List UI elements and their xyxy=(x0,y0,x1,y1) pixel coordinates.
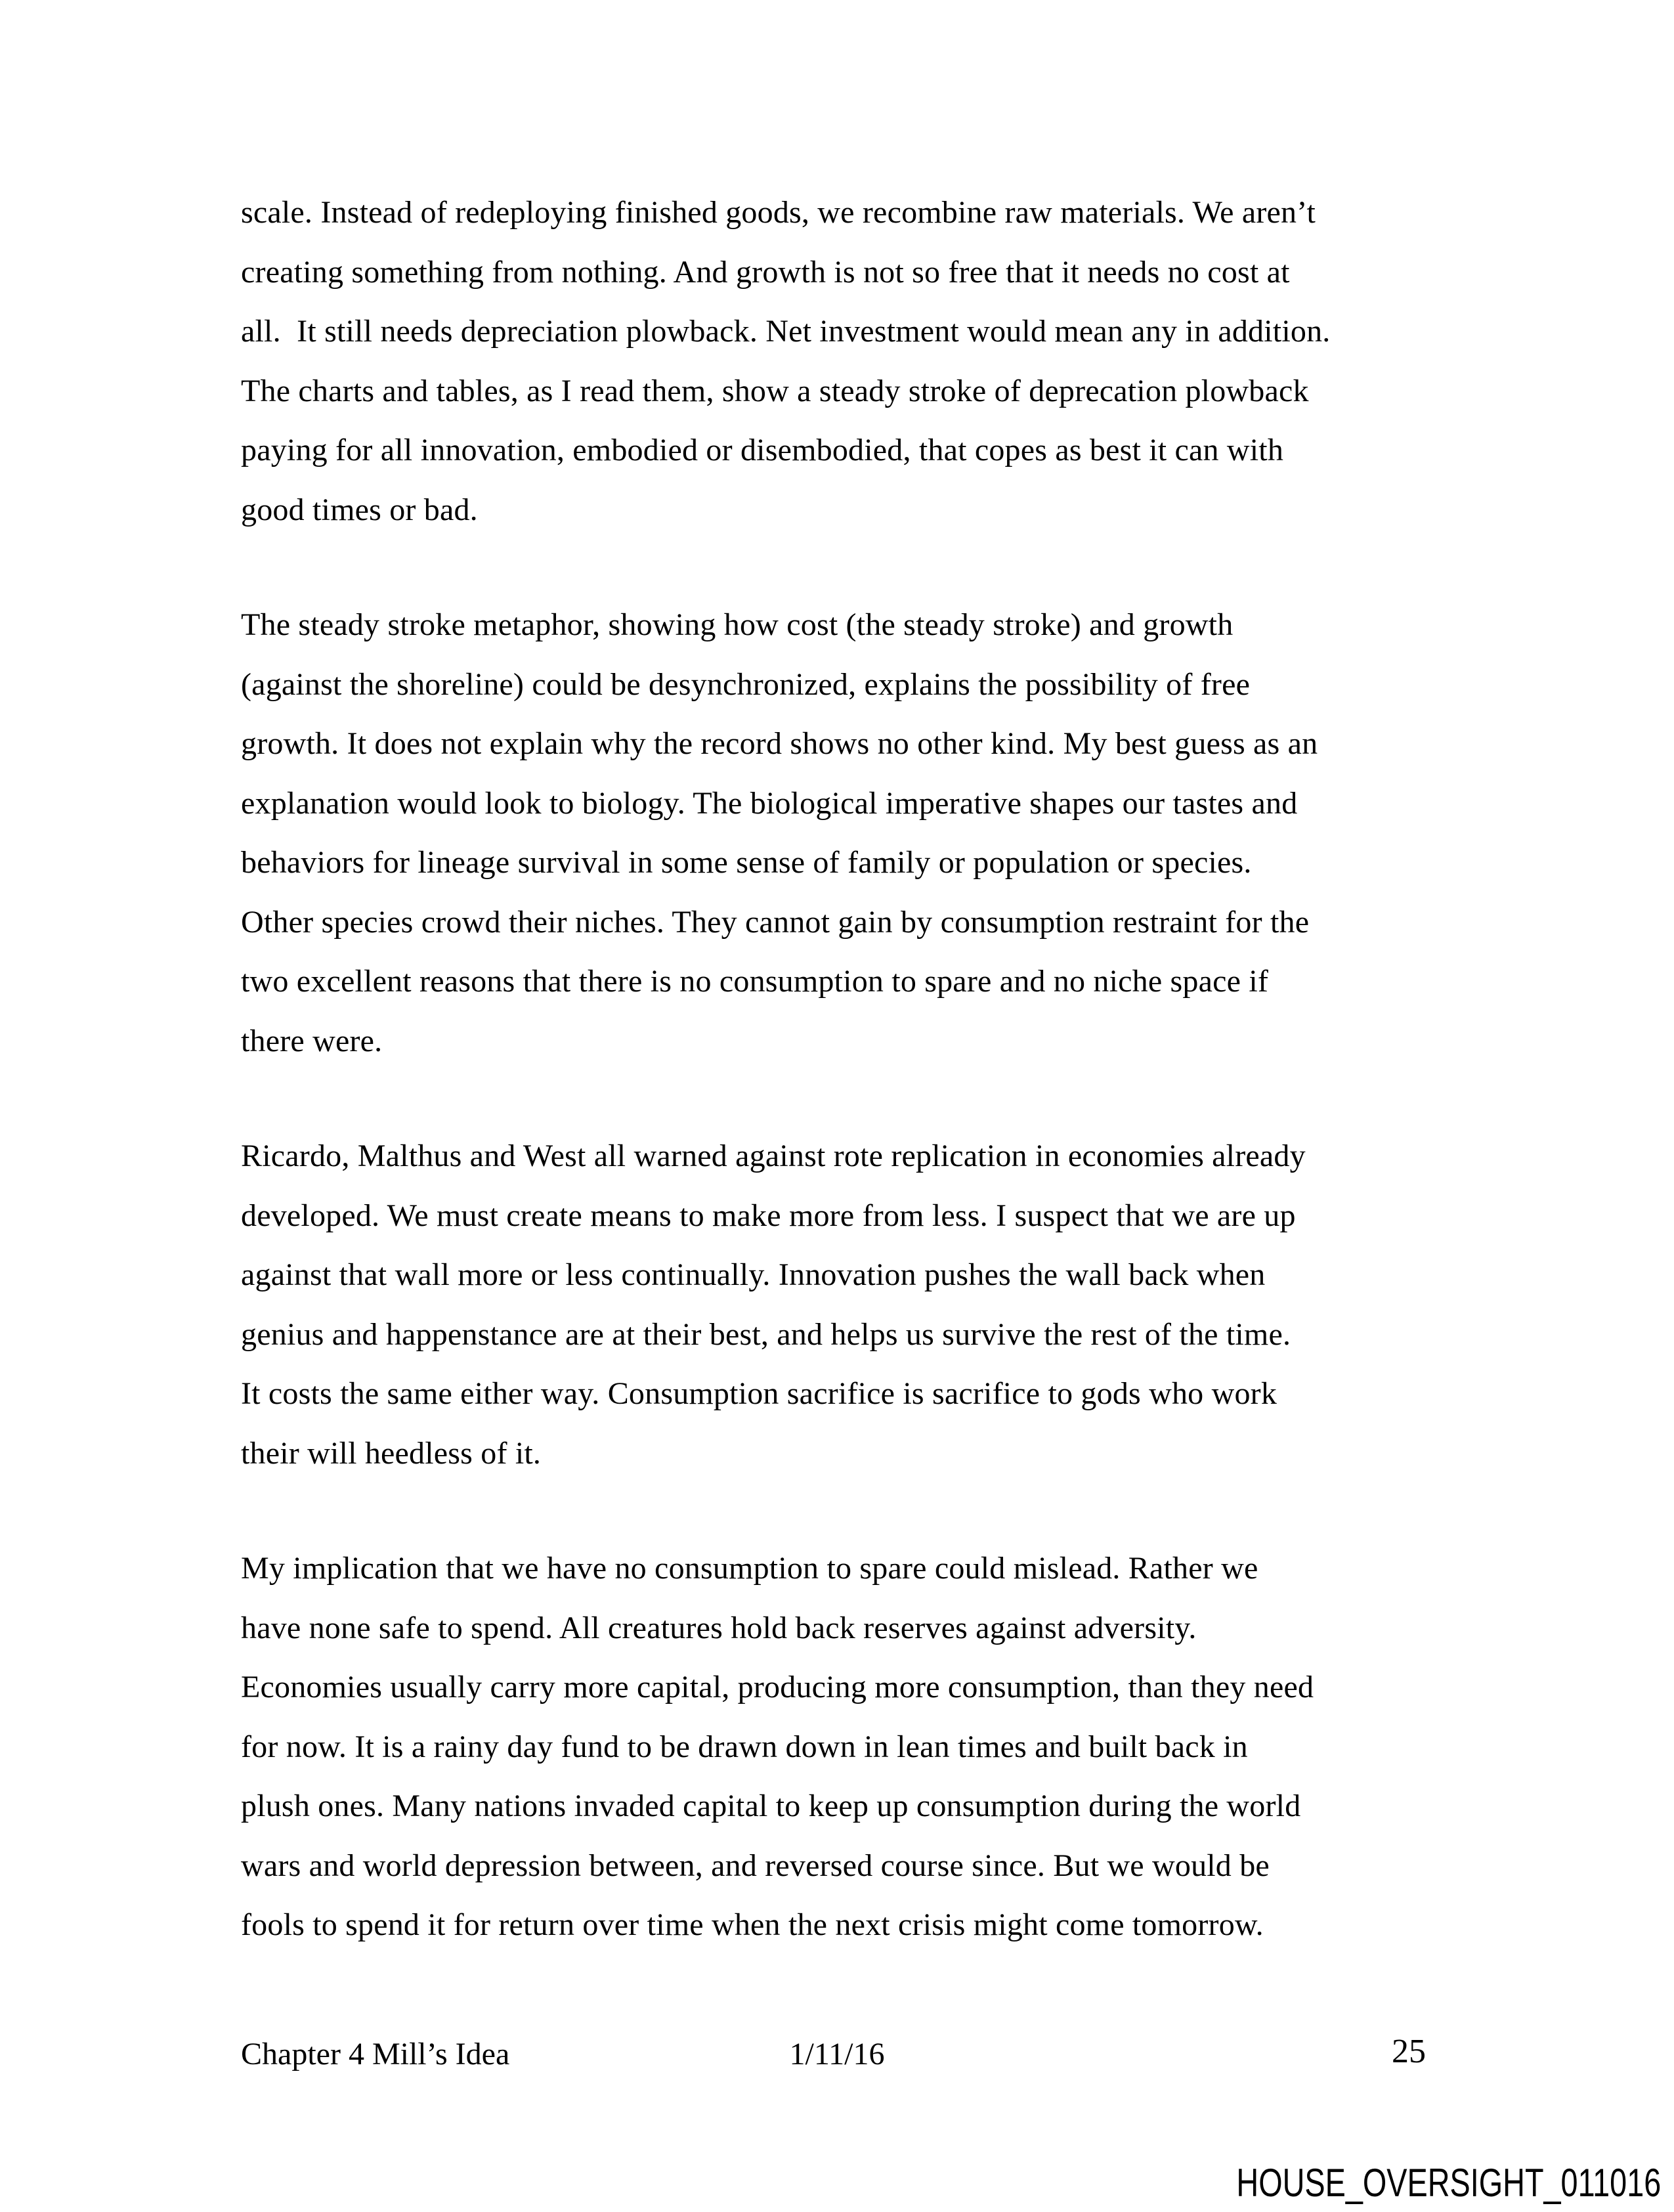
text-line: My implication that we have no consumption to spare could mislead. Rather we xyxy=(241,1551,1258,1586)
text-line: two excellent reasons that there is no consumption to spare and no niche space if xyxy=(241,964,1269,999)
text-line: It costs the same either way. Consumption sacrifice is sacrifice to gods who work xyxy=(241,1376,1277,1411)
text-line: Economies usually carry more capital, producing more consumption, than they need xyxy=(241,1670,1314,1704)
paragraph xyxy=(241,1127,1488,1483)
text-line: Other species crowd their niches. They cannot gain by consumption restraint for the xyxy=(241,904,1310,940)
text-line: all. It still needs depreciation plowback. Net investment would mean any in addition. xyxy=(241,314,1331,349)
text-line: behaviors for lineage survival in some sense of family or population or species. xyxy=(241,845,1252,880)
text-line: growth. It does not explain why the record shows no other kind. My best guess as an xyxy=(241,726,1318,761)
text-line: wars and world depression between, and reversed course since. But we would be xyxy=(241,1848,1270,1883)
text-line: good times or bad. xyxy=(241,492,478,527)
footer-chapter-title: Chapter 4 Mill’s Idea xyxy=(241,2037,510,2071)
text-line: developed. We must create means to make more from less. I suspect that we are up xyxy=(241,1198,1296,1233)
text-line: have none safe to spend. All creatures hold back reserves against adversity. xyxy=(241,1610,1197,1645)
text-line: The steady stroke metaphor, showing how cost (the steady stroke) and growth xyxy=(241,607,1234,642)
text-line: explanation would look to biology. The biological imperative shapes our tastes and xyxy=(241,785,1298,821)
text-line: their will heedless of it. xyxy=(241,1435,542,1471)
text-line: plush ones. Many nations invaded capital to keep up consumption during the world xyxy=(241,1789,1301,1823)
text-line: for now. It is a rainy day fund to be drawn down in lean times and built back in xyxy=(241,1729,1248,1764)
footer-date: 1/11/16 xyxy=(789,2037,885,2071)
text-line: genius and happenstance are at their best, and helps us survive the rest of the time. xyxy=(241,1316,1291,1352)
text-line: there were. xyxy=(241,1023,383,1058)
footer-page-number: 25 xyxy=(1392,2033,1426,2070)
text-line: creating something from nothing. And growth is not so free that it needs no cost at xyxy=(241,254,1290,290)
text-line: (against the shoreline) could be desynchronized, explains the possibility of free xyxy=(241,666,1251,702)
paragraph xyxy=(241,596,1488,1071)
text-line: scale. Instead of redeploying finished goods, we recombine raw materials. We aren’t xyxy=(241,195,1316,230)
text-line: Ricardo, Malthus and West all warned against rote replication in economies already xyxy=(241,1139,1306,1173)
page-body-text xyxy=(241,183,1488,2011)
text-line: paying for all innovation, embodied or disembodied, that copes as best it can with xyxy=(241,433,1284,467)
paragraph xyxy=(241,183,1488,540)
paragraph xyxy=(241,1539,1488,1955)
bates-stamp-watermark: HOUSE_OVERSIGHT_011016 xyxy=(1236,2161,1661,2205)
text-line: against that wall more or less continually. Innovation pushes the wall back when xyxy=(241,1257,1266,1292)
text-line: fools to spend it for return over time when the next crisis might come tomorrow. xyxy=(241,1907,1264,1942)
text-line: The charts and tables, as I read them, show a steady stroke of deprecation plowback xyxy=(241,373,1309,408)
